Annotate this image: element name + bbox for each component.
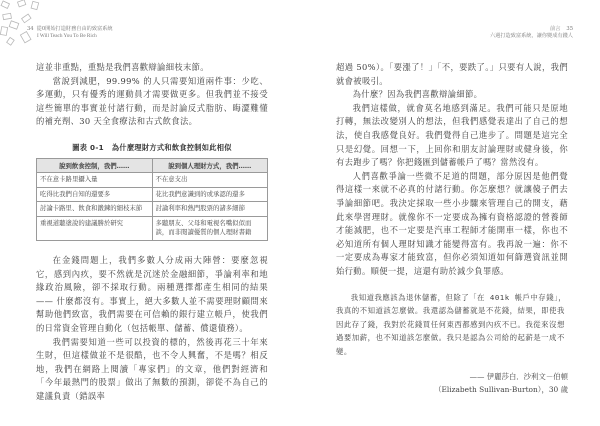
page-number: 35 <box>566 26 573 32</box>
paragraph: 這並非重點，重點是我們喜歡辯論細枝末節。 <box>36 62 209 72</box>
table-cell: 吃得比我們自知的還要多 <box>37 187 153 202</box>
paragraph: 人們喜歡爭論一些微不足道的問題，部分原因是他們覺得這樣一來就不必真的付諸行動。你怎麼想？就讓傻子們去爭論細節吧。我決定採取一些小步驟來管理自己的開支，藉此來學習理財。就像你不一定要成為擁有資格認證的營養師才能減肥，也不一定要是汽車工程師才能開車一樣，你也不必知道所有個人理財知識才能變得富有。我再說一遍：你不一定要成為專家才能致富，但你必須知道如何篩選資訊並開始行動。順便一提，這還有助於減少負罪感。 <box>336 170 568 276</box>
paragraph: 我們這樣做，就會莫名地感到滿足。我們可能只是原地打轉，無法改變別人的想法，但我們感覺表達出了自己的想法，使自我感覺良好。我們覺得自己進步了。問題是這完全只是幻覺。回想一下，上回你和朋友討論理財或健身後，你有去跑步了嗎？你把錢匯到儲蓄帳戶了嗎？當然沒有。 <box>336 102 568 168</box>
body-text-top <box>36 61 268 129</box>
body-text <box>336 61 568 279</box>
paragraph: 當說到減肥，99.99% 的人只需要知道兩件事：少吃、多運動，只有優秀的運動員才需要做更多。但我們並不接受這些簡單的事實並付諸行動，而是討論反式脂肪、晦澀難懂的補充劑、30 天全食療法和古式飲食法。 <box>36 75 268 127</box>
right-page <box>300 0 600 426</box>
table-cell: 不在意支出 <box>152 173 268 188</box>
paragraph: 超過 50%）。「要漲了！」「不，要跌了。」只要有人說，我們就會被吸引。 <box>336 62 568 86</box>
table-header-row <box>37 159 268 173</box>
quote-attribution <box>434 370 568 396</box>
quote-text: 我知道我應該為退休儲蓄，但除了「在 401k 帳戶中存錢」，我真的不知道該怎麼做。我還認為儲蓄就是不花錢，結果，即使我因此存了錢，我對於花錢買任何東西都感到內疚不已。我從來沒想過要加薪，也不知道該怎麼做。我只是認為公司給的起薪是一成不變。 <box>336 293 567 356</box>
paragraph: 在金錢問題上，我們多數人分成兩大陣營：要麼忽視它，感到內疚，要不然就是沉迷於金融細節，爭論利率和地緣政治風險，卻不採取行動。兩種選擇都產生相同的結果 —— 什麼都沒有。事實上，絕大多數人並不需要理財顧問來幫助他們致富，我們需要在可信賴的銀行建立帳戶，使我們的日常資金管理自動化（包括帳單、儲蓄、償還債務）。 <box>36 255 268 333</box>
section-name: 前言 <box>550 26 561 32</box>
column-header: 說到飲食控制，我們…… <box>37 159 153 173</box>
figure-0-1 <box>36 143 268 241</box>
body-text-bottom <box>36 254 268 404</box>
flying-money-icon <box>0 0 42 48</box>
comparison-table <box>36 158 268 241</box>
table-row <box>37 216 268 240</box>
book-title-en: I Will Teach You To Be Rich <box>37 32 97 39</box>
column-header: 說到個人理財方式，我們…… <box>152 159 268 173</box>
running-header-right <box>490 26 573 39</box>
table-cell: 討論利率和熱門股票的諸多細節 <box>152 202 268 217</box>
table-row <box>37 173 268 188</box>
table-cell: 花比我們意識到的或承認的還多 <box>152 187 268 202</box>
attribution-name-en: （Elizabeth Sullivan-Burton），30 歲 <box>434 385 568 395</box>
running-header-left <box>27 26 113 39</box>
book-title-zh: 從0開始打造財務自由的致富系統 <box>36 26 113 32</box>
section-subtitle: 六週打造致富系統，讓你變成有錢人 <box>489 32 573 39</box>
table-cell: 討論卡路里、飲食和鍛鍊的細枝末節 <box>37 202 153 217</box>
attribution-name-zh: —— 伊麗莎白．沙利文－伯頓 <box>469 372 568 381</box>
block-quote <box>336 291 568 358</box>
table-row <box>37 202 268 217</box>
paragraph: 為什麼？因為我們喜歡辯論細節。 <box>352 89 483 100</box>
figure-label: 圖表 0-1 <box>72 143 104 152</box>
figure-title: 為什麼理財方式和飲食控制如此相似 <box>111 143 232 152</box>
table-cell: 多聽朋友、父母和電視名嘴似似而談，而非閱讀優質的個人理財書籍 <box>152 216 268 240</box>
figure-caption <box>36 143 268 153</box>
page-number: 34 <box>27 26 34 32</box>
paragraph: 我們需要知道一些可以投資的標的，然後再花三十年來生財，但這樣做並不是很酷，也不令人興奮，不是嗎？相反地，我們在網路上閱讀「專家們」的文章，他們對經濟和「今年最熱門的股票」做出了無數的預測，卻從不為自己的建議負責（錯誤率 <box>36 336 268 401</box>
table-cell: 不在意卡路里攝入量 <box>37 173 153 188</box>
table-cell: 重視道聽塗說的建議勝於研究 <box>37 216 153 240</box>
table-row <box>37 187 268 202</box>
